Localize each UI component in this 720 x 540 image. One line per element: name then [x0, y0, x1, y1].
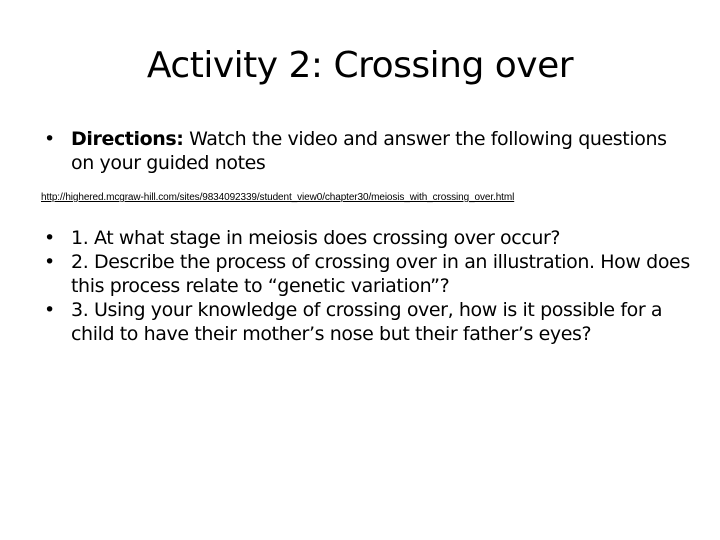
bullet-icon: •	[44, 251, 55, 273]
bullet-icon: •	[44, 128, 55, 150]
question-item-2	[44, 250, 694, 298]
question-text: 2. Describe the process of crossing over in an illustration. How does this process relate to “genetic variation”?	[71, 251, 690, 297]
directions-text: Watch the video and answer the following questions on your guided notes	[71, 128, 667, 174]
bullet-icon: •	[44, 299, 55, 321]
video-link[interactable]: http://highered.mcgraw-hill.com/sites/9834092339/student_view0/chapter30/meiosis_with_crossing_over.html	[41, 192, 515, 203]
question-text: 3. Using your knowledge of crossing over, how is it possible for a child to have their mother’s nose but their father’s eyes?	[71, 299, 663, 345]
bullet-icon: •	[44, 227, 55, 249]
directions-list	[44, 127, 694, 175]
question-item-1	[44, 226, 694, 250]
questions-list	[44, 226, 694, 346]
directions-item	[44, 127, 694, 175]
directions-label: Directions:	[71, 128, 184, 150]
question-item-3	[44, 298, 694, 346]
slide-title: Activity 2: Crossing over	[146, 45, 574, 86]
question-text: 1. At what stage in meiosis does crossing over occur?	[71, 227, 561, 249]
